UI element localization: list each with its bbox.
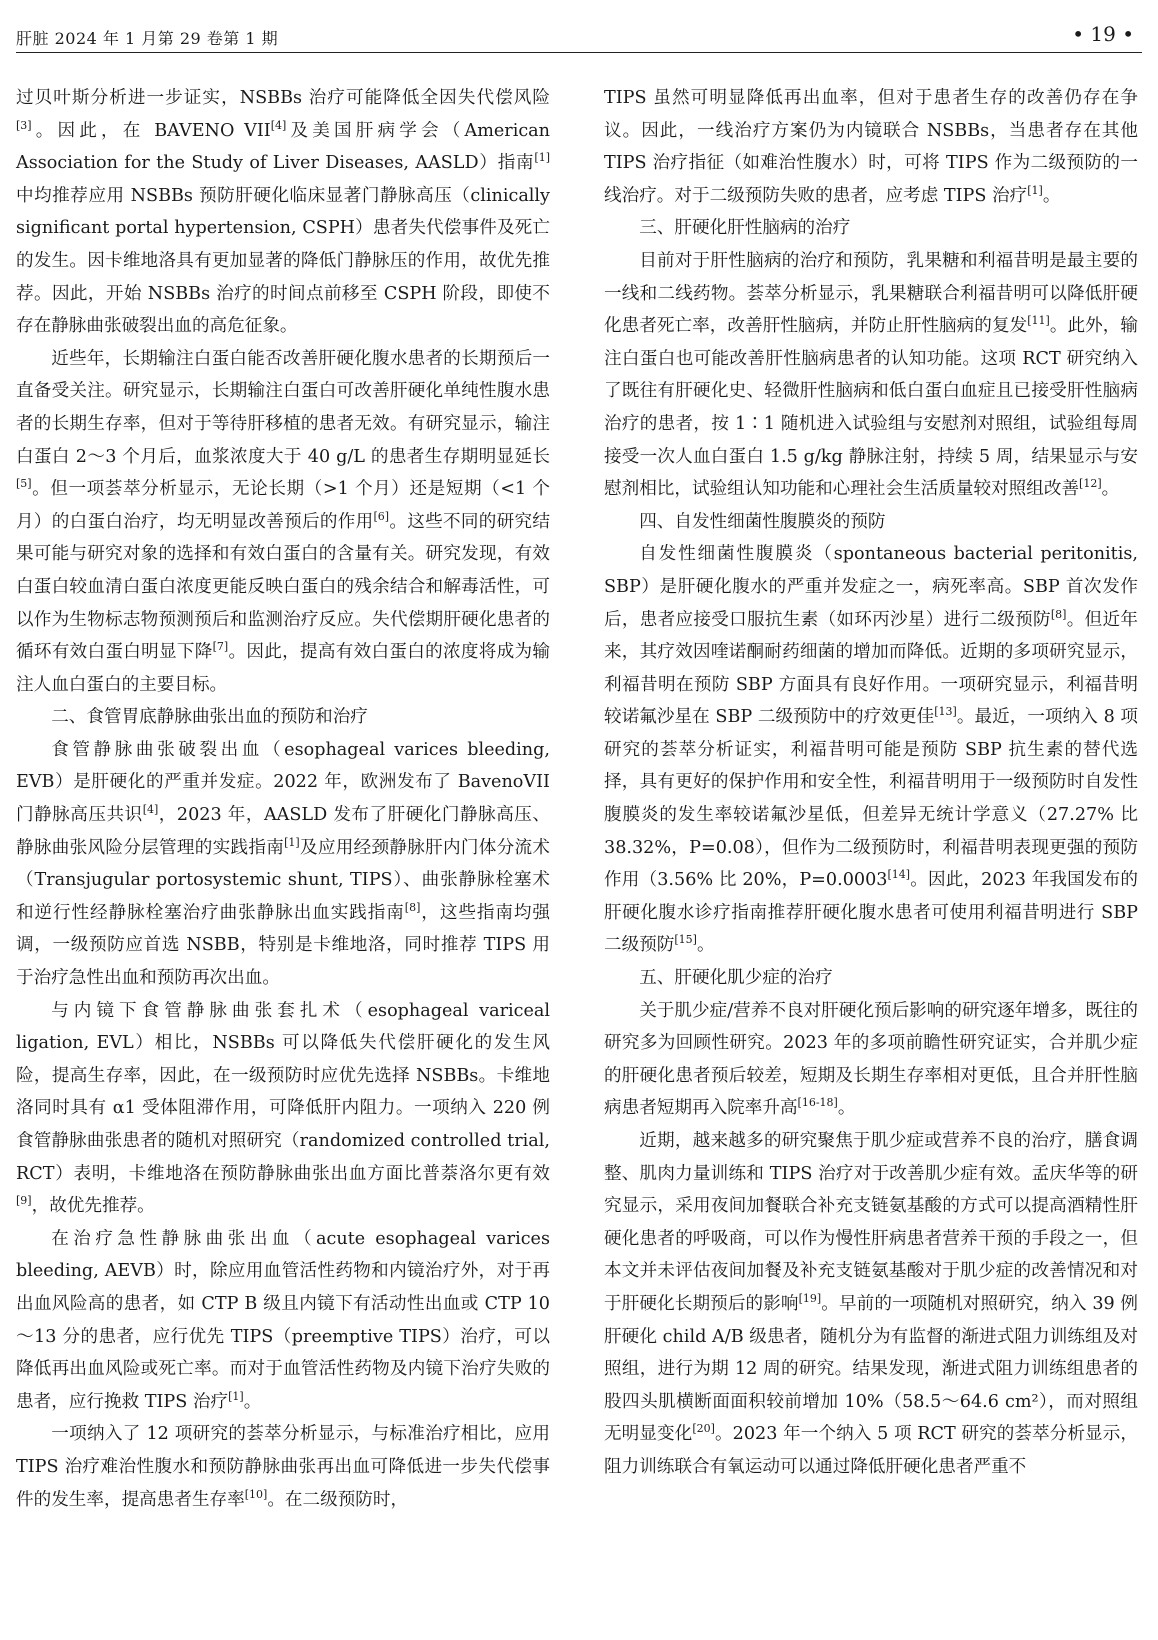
paragraph — [16, 734, 550, 995]
text-run: 。此外，输注白蛋白也可能改善肝性脑病患者的认知功能。这项 RCT 研究纳入了既往有肝硬化史、轻微肝性脑病和低白蛋白血症且已接受肝性脑病治疗的患者，按 1∶1 随机进入试验组与安慰剂对照组，试验组每周接受一次人血白蛋白 1.5 g/kg 静脉注射，持续 5 周，结果显示与安慰剂相比，试验组认知功能和心理社会生活质量较对照组改善 — [604, 316, 1138, 500]
text-run: 自发性细菌性腹膜炎（spontaneous bacterial peritonitis, SBP）是肝硬化腹水的严重并发症之一，病死率高。SBP 首次发作后，患者应接受口服抗生素（如环丙沙星）进行二级预防 — [604, 544, 1138, 630]
text-run: 三、肝硬化肝性脑病的治疗 — [639, 218, 851, 239]
text-run: 与内镜下食管静脉曲张套扎术（esophageal variceal ligation, EVL）相比，NSBBs 可以降低失代偿肝硬化的发生风险，提高生存率，因此，在一级预防时应优先选择 NSBBs。卡维地洛同时具有 α1 受体阻滞作用，可降低肝内阻力。一项纳入 220 例食管静脉曲张患者的随机对照研究（randomized controlled trial, RCT）表明，卡维地洛在预防静脉曲张出血方面比普萘洛尔更有效 — [16, 1000, 550, 1184]
citation-ref: [12] — [1079, 477, 1102, 491]
text-run: 。因此，提高有效白蛋白的浓度将成为输注人血白蛋白的主要目标。 — [16, 642, 550, 695]
citation-ref: [14] — [887, 868, 911, 882]
text-run: ，故优先推荐。 — [31, 1196, 155, 1217]
citation-ref: [10] — [244, 1487, 268, 1501]
text-run: 目前对于肝性脑病的治疗和预防，乳果糖和利福昔明是最主要的一线和二线药物。荟萃分析显示，乳果糖联合利福昔明可以降低肝硬化患者死亡率，改善肝性脑病，并防止肝性脑病的复发 — [604, 250, 1138, 337]
citation-ref: [5] — [16, 477, 32, 491]
text-run: 。早前的一项随机对照研究，纳入 39 例肝硬化 child A/B 级患者，随机分为有监督的渐进式阻力训练组及对照组，进行为期 12 周的研究。结果发现，渐进式阻力训练组患者的股四头肌横断面面积较前增加 10%（58.5～64.6 cm²），而对照组无明显变化 — [604, 1293, 1138, 1445]
text-run: 。 — [243, 1391, 262, 1412]
text-run: 在治疗急性静脉曲张出血（acute esophageal varices bleeding, AEVB）时，除应用血管活性药物和内镜治疗外，对于再出血风险高的患者，如 CTP B 级且内镜下有活动性出血或 CTP 10～13 分的患者，应行优先 TIPS（preemptive TIPS）治疗，可以降低再出血风险或死亡率。而对于血管活性药物及内镜下治疗失败的患者，应行挽救 TIPS 治疗 — [16, 1228, 550, 1412]
text-run: 过贝叶斯分析进一步证实，NSBBs 治疗可能降低全因失代偿风险 — [16, 88, 550, 108]
text-run: 。 — [837, 1098, 856, 1119]
text-run: 四、自发性细菌性腹膜炎的预防 — [639, 511, 886, 532]
paragraph — [604, 1125, 1138, 1484]
section-heading — [604, 962, 1138, 995]
paragraph — [16, 343, 550, 702]
citation-ref: [4] — [142, 803, 159, 817]
text-run: 五、肝硬化肌少症的治疗 — [639, 968, 833, 989]
paragraph — [604, 995, 1138, 1125]
text-run: 一项纳入了 12 项研究的荟萃分析显示，与标准治疗相比，应用 TIPS 治疗难治性腹水和预防静脉曲张再出血可降低进一步失代偿事件的发生率，提高患者生存率 — [16, 1424, 550, 1510]
text-run: 。2023 年一个纳入 5 项 RCT 研究的荟萃分析显示，阻力训练联合有氧运动可以通过降低肝硬化患者严重不 — [604, 1424, 1138, 1477]
citation-ref: [1] — [1027, 183, 1043, 197]
text-run: TIPS 虽然可明显降低再出血率，但对于患者生存的改善仍存在争议。因此，一线治疗方案仍为内镜联合 NSBBs，当患者存在其他 TIPS 治疗指征（如难治性腹水）时，可将 TIPS 作为二级预防的一线治疗。对于二级预防失败的患者，应考虑 TIPS 治疗 — [604, 88, 1138, 206]
text-run: 近期，越来越多的研究聚焦于肌少症或营养不良的治疗，膳食调整、肌肉力量训练和 TIPS 治疗对于改善肌少症有效。孟庆华等的研究显示，采用夜间加餐联合补充支链氨基酸的方式可以提高酒精性肝硬化患者的呼吸商，可以作为慢性肝病患者营养干预的手段之一，但本文并未评估夜间加餐及补充支链氨基酸对于肌少症的改善情况和对于肝硬化长期预后的影响 — [604, 1131, 1138, 1314]
journal-citation: 肝脏 2024 年 1 月第 29 卷第 1 期 — [16, 29, 279, 48]
citation-ref: [7] — [212, 640, 229, 654]
text-run: 及美国肝病学会（American Association for the Study of Liver Diseases, AASLD）指南 — [16, 120, 550, 174]
paragraph-continued — [16, 82, 550, 343]
section-heading — [604, 212, 1138, 245]
citation-ref: [20] — [692, 1422, 715, 1436]
running-header — [16, 18, 1142, 53]
page-number: • 19 • — [1072, 22, 1134, 46]
citation-ref: [19] — [798, 1291, 822, 1305]
text-run: 。最近，一项纳入 8 项研究的荟萃分析证实，利福昔明可能是预防 SBP 抗生素的替代选择，具有更好的保护作用和安全性，利福昔明用于一级预防时自发性腹膜炎的发生率较诺氟沙星低，但差异无统计学意义（27.27% 比 38.32%，P=0.08），但作为二级预防时，利福昔明表现更强的预防作用（3.56% 比 20%，P=0.0003 — [604, 707, 1138, 891]
citation-ref: [3] — [16, 118, 32, 132]
text-run: 。因此，2023 年我国发布的肝硬化腹水诊疗指南推荐肝硬化腹水患者可使用利福昔明进行 SBP 二级预防 — [604, 870, 1138, 956]
text-run: 。在二级预防时， — [267, 1489, 409, 1510]
citation-ref: [8] — [404, 900, 421, 914]
right-column — [604, 82, 1138, 1484]
text-run: 。 — [696, 935, 715, 956]
citation-ref: [13] — [934, 705, 957, 719]
text-run: 近些年，长期输注白蛋白能否改善肝硬化腹水患者的长期预后一直备受关注。研究显示，长期输注白蛋白可改善肝硬化单纯性腹水患者的长期生存率，但对于等待肝移植的患者无效。有研究显示，输注白蛋白 2～3 个月后，血浆浓度大于 40 g/L 的患者生存期明显延长 — [16, 348, 550, 467]
citation-ref: [1] — [228, 1389, 244, 1403]
text-run: 。 — [1042, 185, 1061, 206]
text-run: 。但近年来，其疗效因喹诺酮耐药细菌的增加而降低。近期的多项研究显示，利福昔明在预防 SBP 方面具有良好作用。一项研究显示，利福昔明较诺氟沙星在 SBP 二级预防中的疗效更佳 — [604, 609, 1138, 728]
citation-ref: [8] — [1050, 607, 1067, 621]
citation-ref: [1] — [284, 835, 300, 849]
text-run: 关于肌少症/营养不良对肝硬化预后影响的研究逐年增多，既往的研究多为回顾性研究。2023 年的多项前瞻性研究证实，合并肌少症的肝硬化患者预后较差，短期及长期生存率相对更低，且合并肝性脑病患者短期再入院率升高 — [604, 1000, 1138, 1119]
paragraph-continued — [604, 82, 1138, 212]
text-run: 及应用经颈静脉肝内门体分流术（Transjugular portosystemic shunt, TIPS）、曲张静脉栓塞术和逆行性经静脉栓塞治疗曲张静脉出血实践指南 — [16, 837, 550, 923]
section-heading — [16, 701, 550, 734]
section-heading — [604, 506, 1138, 539]
text-run: 食管静脉曲张破裂出血（esophageal varices bleeding, EVB）是肝硬化的严重并发症。2022 年，欧洲发布了 BavenoVII 门静脉高压共识 — [16, 739, 550, 826]
citation-ref: [1] — [534, 151, 550, 165]
paragraph — [604, 245, 1138, 506]
citation-ref: [9] — [16, 1194, 32, 1208]
text-run: 。但一项荟萃分析显示，无论长期（>1 个月）还是短期（<1 个月）的白蛋白治疗，均无明显改善预后的作用 — [16, 479, 550, 532]
paragraph — [604, 538, 1138, 962]
text-run: 。 — [1101, 479, 1120, 500]
left-column — [16, 82, 550, 1516]
citation-ref: [11] — [1027, 314, 1050, 328]
paragraph — [16, 995, 550, 1223]
citation-ref: [15] — [674, 933, 697, 947]
paragraph — [16, 1223, 550, 1419]
paragraph — [16, 1418, 550, 1516]
text-run: ，2023 年，AASLD 发布了肝硬化门静脉高压、静脉曲张风险分层管理的实践指南 — [16, 805, 550, 858]
text-run: 。因此，在 BAVENO VII — [31, 120, 271, 141]
text-run: 。这些不同的研究结果可能与研究对象的选择和有效白蛋白的含量有关。研究发现，有效白蛋白较血清白蛋白浓度更能反映白蛋白的残余结合和解毒活性，可以作为生物标志物预测预后和监测治疗反应。失代偿期肝硬化患者的循环有效白蛋白明显下降 — [16, 511, 550, 663]
citation-ref: [4] — [270, 118, 287, 132]
citation-ref: [6] — [373, 509, 390, 523]
text-run: ，这些指南均强调，一级预防应首选 NSBB，特别是卡维地洛，同时推荐 TIPS 用于治疗急性出血和预防再次出血。 — [16, 902, 550, 989]
text-run: 中均推荐应用 NSBBs 预防肝硬化临床显著门静脉高压（clinically significant portal hypertension, CSPH）患者失代偿事件及死亡的发生。因卡维地洛具有更加显著的降低门静脉压的作用，故优先推荐。因此，开始 NSBBs 治疗的时间点前移至 CSPH 阶段，即使不存在静脉曲张破裂出血的高危征象。 — [16, 185, 550, 337]
text-run: 二、食管胃底静脉曲张出血的预防和治疗 — [51, 707, 368, 728]
citation-ref: [16-18] — [797, 1096, 838, 1110]
